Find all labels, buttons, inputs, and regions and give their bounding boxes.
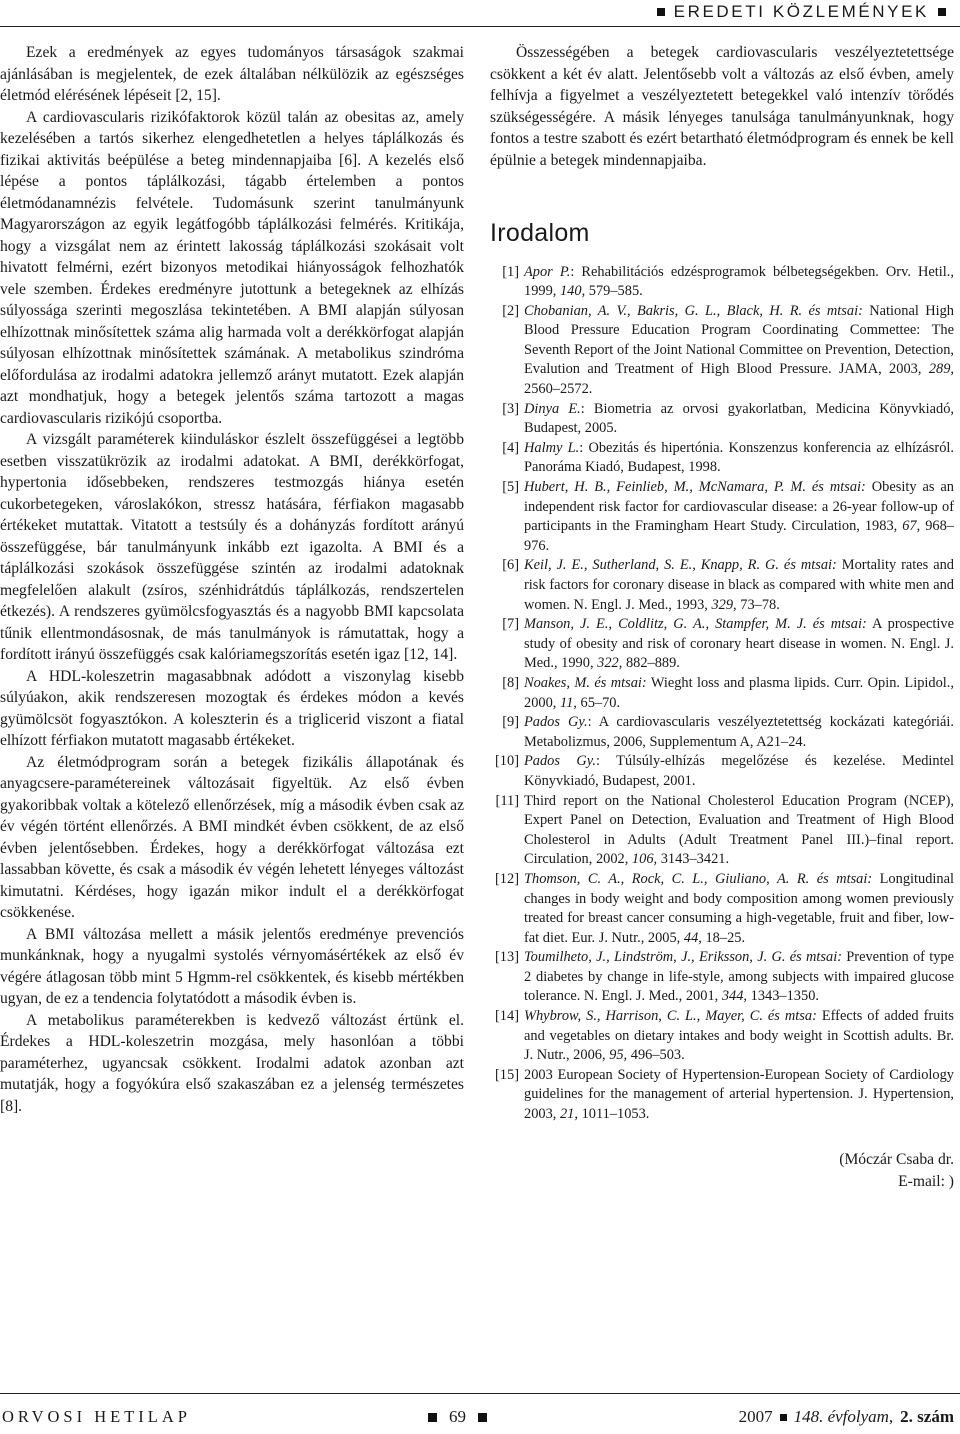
- reference-item: [490, 870, 954, 948]
- reference-item: [490, 478, 954, 556]
- reference-authors: Pados Gy.: [524, 753, 596, 770]
- reference-source: : Obezitás és hipertónia. Konszenzus konferencia az elhízásról. Panoráma Kiadó, Budapest, 1998.: [524, 439, 954, 476]
- reference-source: Longitudinal changes in body weight and body composition among women previously treated for breast cancer consuming a high-vegetable, fruit and fiber, low-fat diet. Eur. J. Nutr., 2005,: [524, 870, 954, 946]
- body-paragraph: A HDL-koleszetrin magasabbnak adódott a viszonylag kisebb súlyúakon, akik rendszeresen mozogtak és érdekes módon a kevés gyümölcsöt fogyasztókon. A koleszterin és a triglicerid viszont a fiatal elhízott férfiakon mutatott magasabb értékeket.: [0, 667, 464, 749]
- reference-pages: 73–78.: [736, 596, 780, 613]
- reference-item: [490, 263, 954, 302]
- reference-authors: Hubert, H. B., Feinlieb, M., McNamara, P. M. és mtsai:: [524, 479, 866, 496]
- reference-source: : Biometria az orvosi gyakorlatban, Medicina Könyvkiadó, Budapest, 2005.: [524, 400, 954, 437]
- section-label-text: EREDETI KÖZLEMÉNYEK: [673, 2, 929, 21]
- reference-volume: 322,: [597, 655, 623, 672]
- reference-volume: 289,: [928, 361, 954, 378]
- reference-item: [490, 948, 954, 1007]
- square-bullet-icon: [657, 8, 665, 16]
- body-paragraph: Az életmódprogram során a betegek fizikális állapotának és anyagcsere-paramétereinek változásait figyeltük. Az első évben gyakoribbak voltak a kötelező ellenőrzések, míg a második évben csak az év végén történt ellenőrzés. A BMI mindkét évben csökkent, de az első évben jelentősebben. Érdekes, hogy a derékkörfogat változása ezt lassabban követte, és csak a második év végén lehetett lényeges változást kimutatni. Kérdéses, hogy igazán mikor indult el a derékkörfogat csökkenése.: [0, 753, 464, 921]
- left-column: [0, 42, 464, 1117]
- reference-number: [6]: [502, 557, 519, 574]
- right-column: [490, 42, 954, 1193]
- body-paragraph: Ezek a eredmények az egyes tudományos társaságok szakmai ajánlásában is megjelentek, de ezek általában nélkülözik az egészséges életmód elérésének lépéseit [2, 15].: [0, 44, 464, 104]
- reference-number: [15]: [495, 1066, 519, 1083]
- footer-rule: [0, 1393, 960, 1394]
- reference-item: [490, 439, 954, 478]
- reference-number: [12]: [495, 870, 519, 887]
- reference-text: [524, 674, 954, 713]
- page-footer: [0, 1407, 960, 1433]
- reference-pages: 496–503.: [627, 1047, 685, 1064]
- reference-volume: 95,: [609, 1047, 628, 1064]
- reference-pages: 968–976.: [524, 518, 954, 554]
- reference-source: : Túlsúly-elhízás megelőzése és kezelése. Medintel Könyvkiadó, Budapest, 2001.: [524, 753, 954, 789]
- reference-source: Obesity as an independent risk factor for cardiovascular disease: a 26-year follow-up of participants in the Framingham Heart Study. Circulation, 1983,: [524, 479, 954, 535]
- reference-volume: 344,: [721, 988, 748, 1005]
- square-bullet-icon: [938, 8, 946, 16]
- issue: 2. szám: [900, 1407, 954, 1426]
- reference-number: [10]: [495, 753, 519, 770]
- reference-item: [490, 713, 954, 752]
- reference-text: [524, 792, 954, 870]
- reference-list: [490, 263, 954, 1125]
- page-number-block: [428, 1407, 487, 1427]
- signature-name: (Móczár Csaba dr.: [839, 1150, 954, 1168]
- body-paragraph: A cardiovascularis rizikófaktorok közül talán az obesitas az, amely kezelésében a tartós sikerhez elengedhetetlen a helyes táplálkozás és fizikai aktivitás beépülése a beteg mindennapjaiba [6]. A kezelés első lépése a pontos táplálkozási, tágabb értelemben a pontos életmódanamnézis felvétele. Tudomásunk szerint tanulmányunk Magyarországon az egyik legátfogóbb táplálkozási felmérés. Kritikája, hogy a vizsgálat nem az érintett lakosság táplálkozási szokásait volt hivatott felmérni, ezért bizonyos metodikai hiányosságok felhozhatók vele szemben. Érdekes eredményre jutottunk a betegeknek az elhízás súlyossága szerinti megoszlása tekintetében. A BMI alapján súlyosan elhízottnak minősítettek száma alig harmada volt a derékkörfogat alapján súlyosan elhízottnak minősítettek számának. A metabolikus szindróma előfordulása az irodalmi adatokra jellemző arányt mutatott. Ezek alapján azt mondhatjuk, hogy a betegek jelentős száma tartozott a magas cardiovascularis rizikójú csoportba.: [0, 108, 464, 427]
- reference-authors: Dinya E.: [524, 400, 581, 417]
- reference-text: [524, 263, 954, 302]
- reference-item: [490, 792, 954, 870]
- reference-authors: Halmy L.: [524, 439, 580, 456]
- reference-number: [5]: [502, 479, 519, 496]
- reference-source: Wieght loss and plasma lipids. Curr. Opin. Lipidol., 2000,: [524, 674, 954, 711]
- reference-source: 2003 European Society of Hypertension-European Society of Cardiology guidelines for the management of arterial hypertension. J. Hypertension, 2003,: [524, 1066, 954, 1123]
- section-label: [657, 2, 946, 22]
- reference-number: [4]: [502, 439, 519, 456]
- reference-number: [11]: [495, 792, 519, 809]
- reference-source: : Rehabilitációs edzésprogramok bélbetegségekben. Orv. Hetil., 1999,: [524, 263, 954, 300]
- square-bullet-icon: [428, 1413, 437, 1422]
- reference-pages: 882–889.: [622, 655, 680, 672]
- body-paragraph: A vizsgált paraméterek kiinduláskor észlelt összefüggései a legtöbb esetben visszatükrözik az irodalmi adatokat. A BMI, derékkörfogat, hypertonia idősebbeken, rendszeres testmozgás hiánya esetén cukorbetegeken, városlakókon, stressz hatására, férfiakon magasabb értékeket mutattak. Vitatott a testsúly és a dohányzás fordított arányú összefüggése, bár tanulmányunk inkább ezt igazolta. A BMI és a táplálkozási szokások összefüggése szintén az irodalmi adatoknak megfelelően alakult (zsíros, szénhidrátdús táplálkozás, rendszertelen étkezés). A rendszeres gyümölcsfogyasztás és a nagyobb BMI kapcsolata tűnik ellentmondásosnak, de más tanulmányok is rámutattak, hogy a fordított irányú összefüggés csak kalóriamegszorítás esetén igaz [12, 14].: [0, 431, 464, 663]
- square-bullet-icon: [478, 1413, 487, 1422]
- reference-text: [524, 615, 954, 674]
- references-heading: Irodalom: [490, 219, 590, 247]
- reference-text: [524, 870, 954, 948]
- reference-item: [490, 302, 954, 400]
- reference-source: Third report on the National Cholesterol Education Program (NCEP), Expert Panel on Detection, Evaluation and Treatment of High Blood Cholesterol in Adults (Adult Treatment Panel III.)–final report. Circulation, 2002,: [524, 792, 954, 868]
- reference-text: [524, 713, 954, 752]
- reference-item: [490, 400, 954, 439]
- reference-volume: 21,: [559, 1106, 578, 1123]
- reference-pages: 1343–1350.: [747, 988, 819, 1005]
- reference-authors: Manson, J. E., Coldlitz, G. A., Stampfer, M. J. és mtsai:: [524, 616, 867, 633]
- reference-item: [490, 615, 954, 674]
- reference-source: A prospective study of obesity and risk of coronary heart disease in women. N. Engl. J. Med., 1990,: [524, 616, 954, 672]
- reference-text: [524, 752, 954, 791]
- reference-source: Mortality rates and risk factors for coronary disease in black as compared with white men and women. N. Engl. J. Med., 1993,: [524, 557, 954, 613]
- page-header: [0, 0, 960, 30]
- reference-item: [490, 752, 954, 791]
- reference-authors: Noakes, M. és mtsai:: [524, 674, 647, 691]
- reference-item: [490, 1066, 954, 1125]
- reference-text: [524, 439, 954, 478]
- body-paragraph: Összességében a betegek cardiovascularis veszélyeztetettsége csökkent a két év alatt. Jelentősebb volt a változás az első évben, amely felhívja a figyelmet a veszélyeztetett betegekkel való intenzív törődés szükségességére. A másik lényeges tanulsága tanulmányunknak, hogy fontos a testre szabott és ezért betartható életmódprogram és ennek be kell épülnie a betegek mindennapjaiba.: [490, 44, 954, 169]
- reference-authors: Whybrow, S., Harrison, C. L., Mayer, C. és mtsa:: [524, 1008, 817, 1025]
- reference-source: National High Blood Pressure Education Program Coordinating Commettee: The Seventh Report of the Joint National Committee on Prevention, Detection, Evalution and Treatment of High Blood Pressure. JAMA, 2003,: [524, 302, 955, 378]
- reference-volume: 140,: [559, 283, 586, 300]
- reference-volume: 329,: [711, 596, 737, 613]
- reference-number: [3]: [502, 400, 519, 417]
- reference-number: [14]: [495, 1008, 519, 1025]
- reference-authors: Keil, J. E., Sutherland, S. E., Knapp, R. G. és mtsai:: [524, 557, 837, 574]
- reference-volume: 67,: [902, 518, 921, 535]
- reference-text: [524, 302, 954, 400]
- reference-source: Effects of added fruits and vegetables on dietary intakes and body weight in Scottish adults. Br. J. Nutr., 2006,: [524, 1008, 954, 1064]
- reference-volume: 106,: [631, 851, 658, 868]
- reference-item: [490, 674, 954, 713]
- reference-text: [524, 1066, 954, 1125]
- reference-authors: Thomson, C. A., Rock, C. L., Giuliano, A. R. és mtsai:: [524, 870, 873, 887]
- author-signature: [490, 1149, 954, 1193]
- reference-text: [524, 400, 954, 439]
- reference-item: [490, 1007, 954, 1066]
- header-rule: [0, 26, 960, 27]
- square-bullet-icon: [780, 1414, 787, 1421]
- body-paragraph: A BMI változása mellett a másik jelentős eredménye prevenciós munkánknak, hogy a nyugalmi systolés vérnyomásértékek az első év végére átlagosan több mint 5 Hgmm-rel csökkentek, és kisebb mértékben ugyan, de ez a tendencia folytatódott a második évben is.: [0, 925, 464, 1007]
- reference-number: [9]: [502, 714, 519, 731]
- journal-name: ORVOSI HETILAP: [2, 1407, 191, 1426]
- reference-pages: 65–70.: [576, 694, 621, 711]
- reference-volume: 44,: [683, 929, 702, 946]
- reference-number: [13]: [495, 949, 519, 966]
- reference-number: [8]: [502, 674, 519, 691]
- reference-text: [524, 478, 954, 556]
- volume: 148. évfolyam,: [793, 1407, 894, 1426]
- reference-pages: 1011–1053.: [577, 1106, 650, 1123]
- reference-pages: 18–25.: [701, 929, 746, 946]
- reference-pages: 579–585.: [585, 283, 643, 300]
- year: 2007: [738, 1407, 773, 1426]
- reference-pages: 3143–3421.: [657, 851, 730, 868]
- reference-item: [490, 556, 954, 615]
- reference-authors: Toumilheto, J., Lindström, J., Eriksson, J. G. és mtsai:: [524, 949, 843, 966]
- reference-number: [1]: [502, 263, 519, 280]
- page-number: 69: [449, 1407, 466, 1426]
- reference-text: [524, 948, 954, 1007]
- signature-email: E-mail: ): [898, 1172, 954, 1190]
- reference-number: [2]: [502, 302, 519, 319]
- reference-authors: Pados Gy.: [524, 714, 588, 731]
- volume-info: [739, 1407, 954, 1427]
- reference-source: Prevention of type 2 diabetes by change in life-style, among subjects with impaired glucose tolerance. N. Engl. J. Med., 2001,: [524, 949, 954, 1005]
- reference-volume: 11,: [559, 694, 577, 711]
- reference-authors: Chobanian, A. V., Bakris, G. L., Black, H. R. és mtsai:: [524, 302, 863, 319]
- body-paragraph: A metabolikus paraméterekben is kedvező változást értünk el. Érdekes a HDL-koleszetrin mozgása, mely hasonlóan a többi paraméterhez, ugyancsak csökkent. Irodalmi adatok azonban azt mutatják, hogy a fogyókúra első szakaszában ez a jelenség természetes [8].: [0, 1011, 464, 1115]
- reference-text: [524, 1007, 954, 1066]
- reference-source: : A cardiovascularis veszélyeztetettség kockázati kategóriái. Metabolizmus, 2006, Supplementum A, A21–24.: [524, 714, 954, 750]
- reference-authors: Apor P.: [524, 263, 571, 280]
- reference-number: [7]: [502, 616, 519, 633]
- reference-text: [524, 556, 954, 615]
- reference-pages: 2560–2572.: [524, 381, 593, 398]
